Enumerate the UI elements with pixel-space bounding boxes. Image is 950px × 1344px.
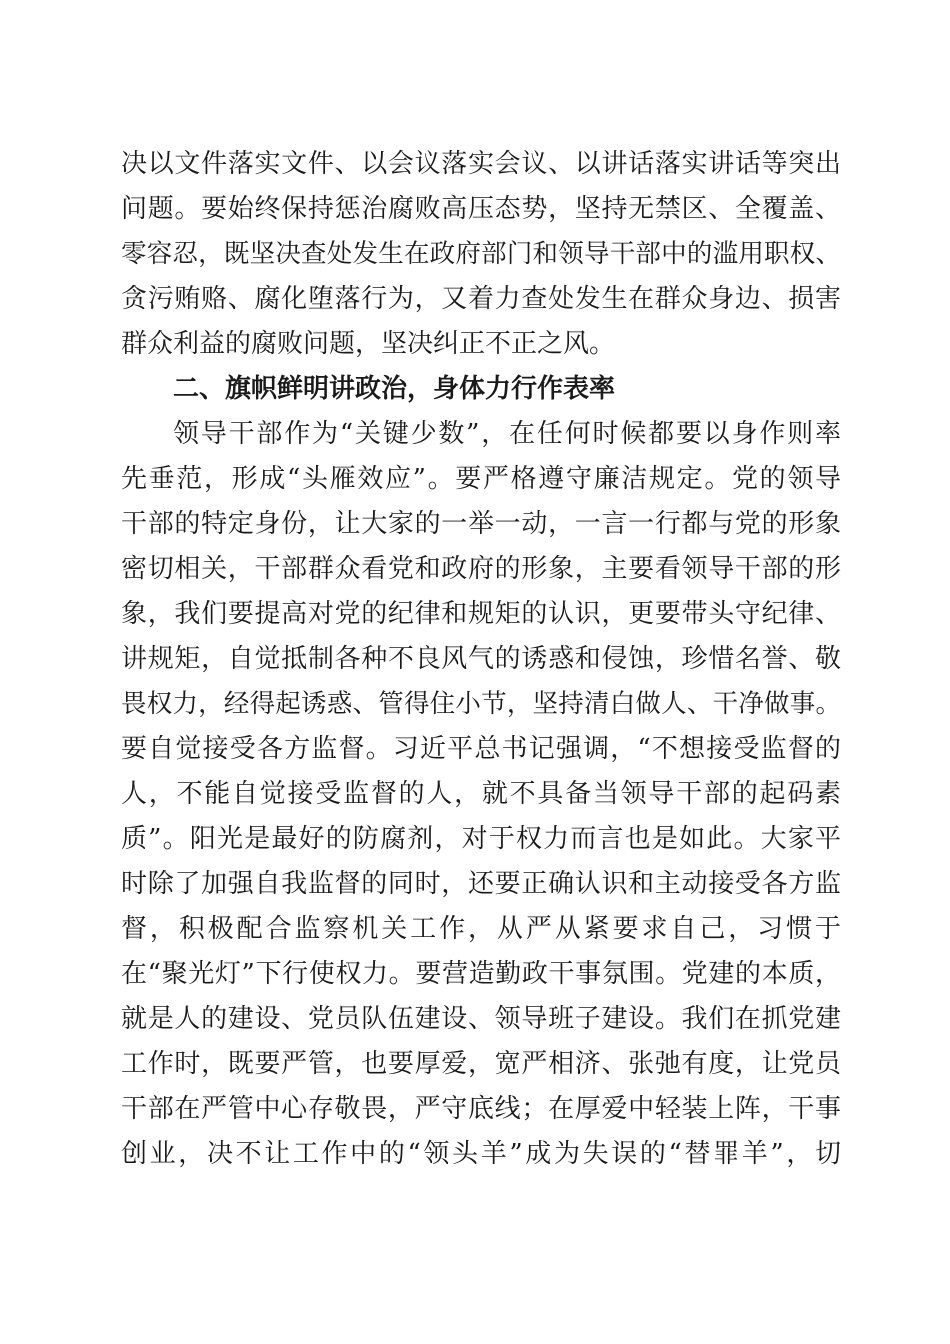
text-line: 零容忍，既坚决查处发生在政府部门和领导干部中的滥用职权、 bbox=[121, 239, 841, 269]
text-line: 督，积极配合监察机关工作，从严从紧要求自己，习惯于 bbox=[121, 914, 841, 944]
text-line: 创业，决不让工作中的“领头羊”成为失误的“替罪羊”，切 bbox=[121, 1139, 841, 1169]
text-line: 先垂范，形成“头雁效应”。要严格遵守廉洁规定。党的领导 bbox=[121, 464, 841, 494]
text-line: 就是人的建设、党员队伍建设、领导班子建设。我们在抓党建 bbox=[121, 1004, 841, 1034]
text-line: 密切相关，干部群众看党和政府的形象，主要看领导干部的形 bbox=[121, 554, 841, 584]
paragraph-first-line: 领导干部作为“关键少数”，在任何时候都要以身作则率 bbox=[173, 419, 841, 449]
text-line: 干部的特定身份，让大家的一举一动，一言一行都与党的形象 bbox=[121, 509, 841, 539]
text-line: 畏权力，经得起诱惑、管得住小节，坚持清白做人、干净做事。 bbox=[121, 689, 841, 719]
text-line: 群众利益的腐败问题，坚决纠正不正之风。 bbox=[121, 329, 616, 359]
text-line: 贪污贿赂、腐化堕落行为，又着力查处发生在群众身边、损害 bbox=[121, 284, 841, 314]
section-heading: 二、旗帜鲜明讲政治，身体力行作表率 bbox=[173, 374, 616, 404]
text-line: 人，不能自觉接受监督的人，就不具备当领导干部的起码素 bbox=[121, 779, 841, 809]
text-line: 在“聚光灯”下行使权力。要营造勤政干事氛围。党建的本质， bbox=[121, 959, 841, 989]
text-line: 讲规矩，自觉抵制各种不良风气的诱惑和侵蚀，珍惜名誉、敬 bbox=[121, 644, 841, 674]
text-line: 质”。阳光是最好的防腐剂，对于权力而言也是如此。大家平 bbox=[121, 824, 841, 854]
text-line: 要自觉接受各方监督。习近平总书记强调，“不想接受监督的 bbox=[121, 734, 841, 764]
text-line: 工作时，既要严管，也要厚爱，宽严相济、张弛有度，让党员 bbox=[121, 1049, 841, 1079]
text-line: 时除了加强自我监督的同时，还要正确认识和主动接受各方监 bbox=[121, 869, 841, 899]
text-line: 干部在严管中心存敬畏，严守底线；在厚爱中轻装上阵，干事 bbox=[121, 1094, 841, 1124]
text-line: 象，我们要提高对党的纪律和规矩的认识，更要带头守纪律、 bbox=[121, 599, 841, 629]
text-line: 问题。要始终保持惩治腐败高压态势，坚持无禁区、全覆盖、 bbox=[121, 194, 841, 224]
text-line: 决以文件落实文件、以会议落实会议、以讲话落实讲话等突出 bbox=[121, 149, 841, 179]
